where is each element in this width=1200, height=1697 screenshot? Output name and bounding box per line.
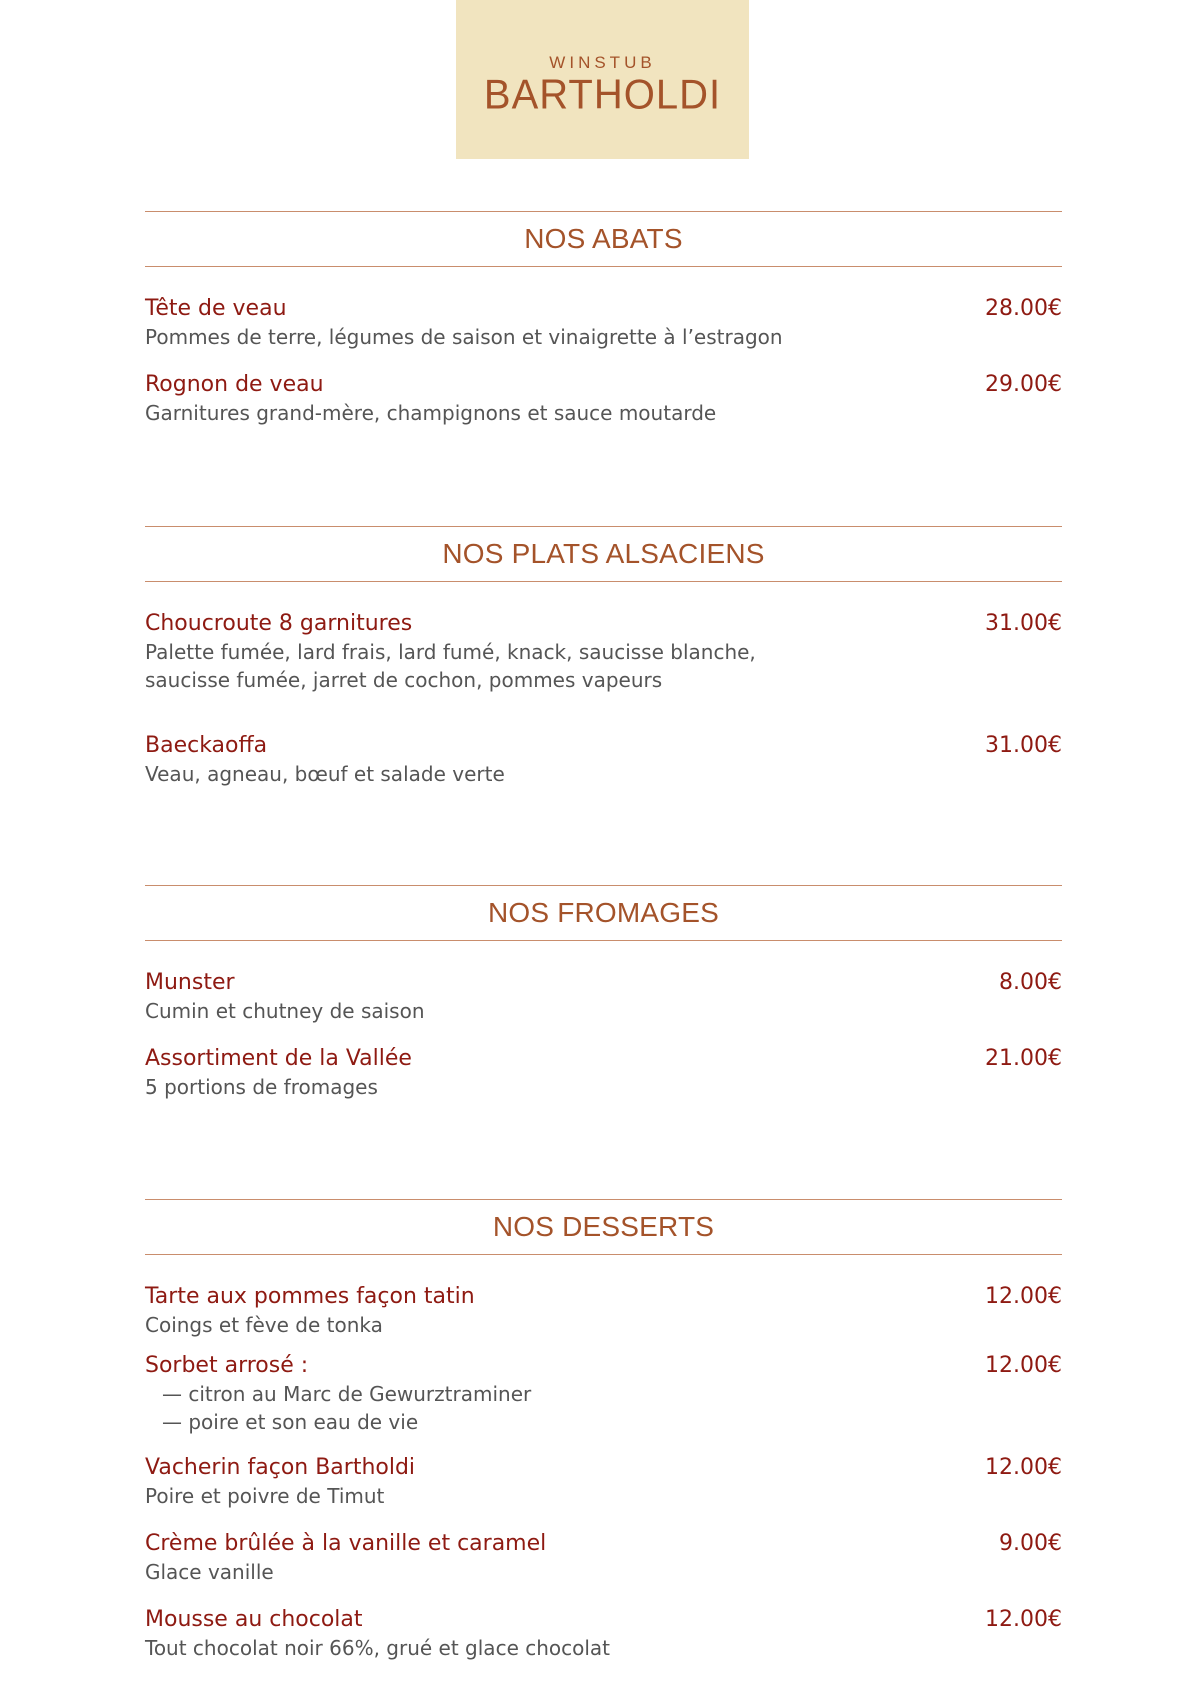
item-name: Vacherin façon Bartholdi <box>145 1455 416 1480</box>
item-price: 21.00€ <box>985 1046 1062 1071</box>
item-price: 31.00€ <box>985 611 1062 636</box>
section-desserts <box>145 1199 1062 1679</box>
section-header <box>145 885 1062 941</box>
section-abats <box>145 211 1062 441</box>
item-description: Coings et fève de tonka <box>145 1313 383 1337</box>
section-title: NOS DESSERTS <box>492 1211 715 1242</box>
item-description: Poire et poivre de Timut <box>145 1484 385 1508</box>
item-name: Crème brûlée à la vanille et caramel <box>145 1531 547 1556</box>
item-description: Glace vanille <box>145 1560 274 1584</box>
item-name: Baeckaoffa <box>145 733 268 758</box>
item-name: Tarte aux pommes façon tatin <box>145 1284 475 1309</box>
item-description: 5 portions de fromages <box>145 1075 378 1099</box>
item-name: Munster <box>145 970 235 995</box>
item-description: — poire et son eau de vie <box>162 1410 419 1434</box>
item-price: 29.00€ <box>985 372 1062 397</box>
menu-item <box>145 969 1062 1025</box>
restaurant-logo <box>456 0 749 159</box>
item-price: 12.00€ <box>985 1455 1062 1480</box>
logo-title: BARTHOLDI <box>483 71 722 118</box>
item-price: 31.00€ <box>985 733 1062 758</box>
logo-subtitle: WINSTUB <box>549 52 656 72</box>
section-header <box>145 526 1062 582</box>
item-name: Tête de veau <box>145 296 287 321</box>
menu-item <box>145 1352 1062 1436</box>
section-plats-alsaciens <box>145 526 1062 796</box>
item-description: Cumin et chutney de saison <box>145 999 425 1023</box>
menu-item <box>145 371 1062 427</box>
menu-item <box>145 610 1062 694</box>
menu-item <box>145 1045 1062 1101</box>
item-description: saucisse fumée, jarret de cochon, pommes vapeurs <box>145 668 663 692</box>
item-name: Choucroute 8 garnitures <box>145 611 413 636</box>
item-name: Sorbet arrosé : <box>145 1353 309 1378</box>
section-fromages <box>145 885 1062 1115</box>
menu-item <box>145 1283 1062 1339</box>
item-name: Assortiment de la Vallée <box>145 1046 412 1071</box>
menu-item <box>145 1454 1062 1510</box>
item-price: 28.00€ <box>985 296 1062 321</box>
menu-item <box>145 732 1062 788</box>
section-title: NOS PLATS ALSACIENS <box>442 538 765 569</box>
section-title: NOS ABATS <box>524 223 683 254</box>
item-description: Garnitures grand-mère, champignons et sauce moutarde <box>145 401 717 425</box>
item-price: 8.00€ <box>999 970 1062 995</box>
item-description: Pommes de terre, légumes de saison et vinaigrette à l’estragon <box>145 325 783 349</box>
menu-item <box>145 1530 1062 1586</box>
section-header <box>145 211 1062 267</box>
item-name: Rognon de veau <box>145 372 324 397</box>
item-description: Tout chocolat noir 66%, grué et glace chocolat <box>145 1636 611 1660</box>
item-price: 12.00€ <box>985 1353 1062 1378</box>
item-name: Mousse au chocolat <box>145 1607 363 1632</box>
item-price: 12.00€ <box>985 1607 1062 1632</box>
item-description: — citron au Marc de Gewurztraminer <box>162 1382 532 1406</box>
section-title: NOS FROMAGES <box>487 897 720 928</box>
menu-item <box>145 295 1062 351</box>
menu-item <box>145 1606 1062 1662</box>
item-description: Palette fumée, lard frais, lard fumé, knack, saucisse blanche, <box>145 640 756 664</box>
item-price: 12.00€ <box>985 1284 1062 1309</box>
item-price: 9.00€ <box>999 1531 1062 1556</box>
item-description: Veau, agneau, bœuf et salade verte <box>145 762 505 786</box>
section-header <box>145 1199 1062 1255</box>
